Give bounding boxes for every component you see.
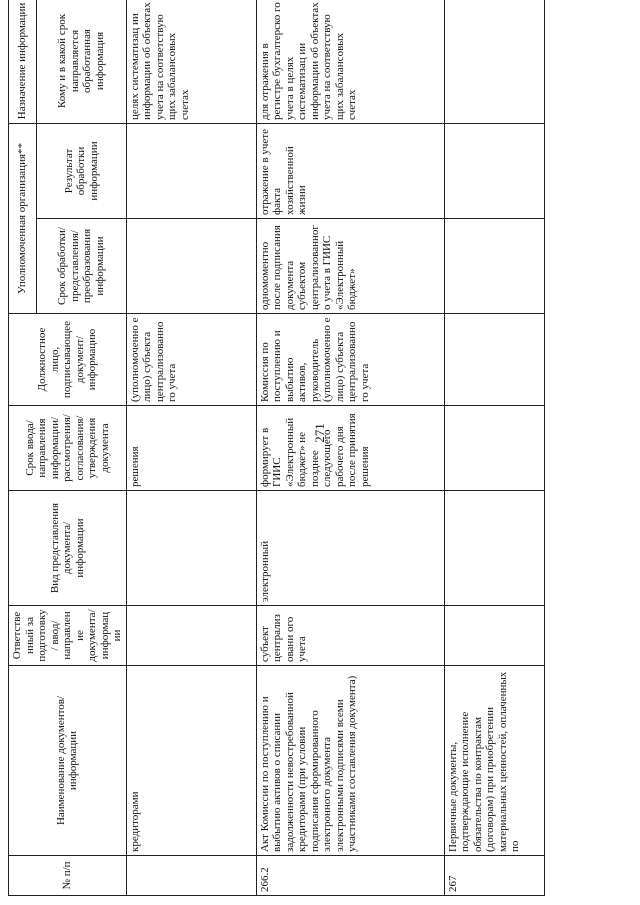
cell-signer: [444, 314, 544, 406]
cell-deadline: решения: [126, 406, 256, 491]
header-authorized: Уполномоченная организация**: [9, 123, 37, 313]
header-deadline: Срок ввода/ направления информации/ рассмотрения/ согласования/ утверждения документа: [9, 406, 127, 491]
cell-name: кредиторами: [126, 666, 256, 856]
cell-auth-result: [444, 123, 544, 218]
header-responsible: Ответственный за подготовку/ ввод/ направление документа/ информации: [9, 606, 127, 666]
header-num: № п/п: [9, 856, 127, 896]
header-signer: Должностное лицо, подписывающее документ/ информацию: [9, 314, 127, 406]
cell-auth-deadline: одномоментно после подписания документа субъектом централизованног о учета в ГИИС «Электронный бюджет»: [256, 219, 444, 314]
cell-form: [126, 491, 256, 606]
cell-deadline: формирует в ГИИС «Электронный бюджет» не позднее следующего рабочего дня после принятия решения: [256, 406, 444, 491]
cell-num: 267: [444, 856, 544, 896]
cell-auth-result: [126, 123, 256, 218]
cell-signer: Комиссия по поступлению и выбытию активов, руководитель (уполномоченно е лицо) субъекта централизованно го учета: [256, 314, 444, 406]
cell-auth-deadline: [444, 219, 544, 314]
cell-auth-deadline: [126, 219, 256, 314]
cell-name: Акт Комиссии по поступлению и выбытию активов о списании задолженности невостребованной кредиторами (при условии подписания сформированного электронного документа электронными подписями всеми участниками составления документа): [256, 666, 444, 856]
cell-purpose: целях систематизац ии информации об объектах учета на соответствую щих забалансовых счетах: [126, 0, 256, 123]
header-auth-deadline: Срок обработки/ представления/ преобразования информации: [37, 219, 126, 314]
cell-signer: (уполномоченно е лицо) субъекта централизованно го учета: [126, 314, 256, 406]
table-row: [444, 0, 544, 896]
table-row: [126, 0, 256, 896]
table-row: [256, 0, 444, 896]
header-purpose: Назначение информации: [9, 0, 37, 123]
cell-form: [444, 491, 544, 606]
cell-purpose: [444, 0, 544, 123]
document-table-sheet: [8, 0, 583, 896]
cell-responsible: субъект централизовани ого учета: [256, 606, 444, 666]
document-table: [8, 0, 545, 896]
cell-name: Первичные документы, подтверждающие исполнение обязательства по контрактам (договорам) при приобретении материальных ценностей, оплаченных по: [444, 666, 544, 856]
header-purpose-whom: Кому и в какой срок направляется обработанная информация: [37, 0, 126, 123]
cell-deadline: [444, 406, 544, 491]
cell-responsible: [444, 606, 544, 666]
header-name: Наименование документов/информации: [9, 666, 127, 856]
cell-auth-result: отражение в учете факта хозяйственной жизни: [256, 123, 444, 218]
header-auth-result: Результат обработки информации: [37, 123, 126, 218]
header-form: Вид представления документа/ информации: [9, 491, 127, 606]
cell-num: [126, 856, 256, 896]
cell-num: 266.2: [256, 856, 444, 896]
cell-purpose: для отражения в регистре бухгалтерско го учета в целях систематизац ии информации об объектах учета на соответствую щих забалансовых счетах: [256, 0, 444, 123]
cell-form: электронный: [256, 491, 444, 606]
page-number: 271: [312, 423, 328, 444]
cell-responsible: [126, 606, 256, 666]
